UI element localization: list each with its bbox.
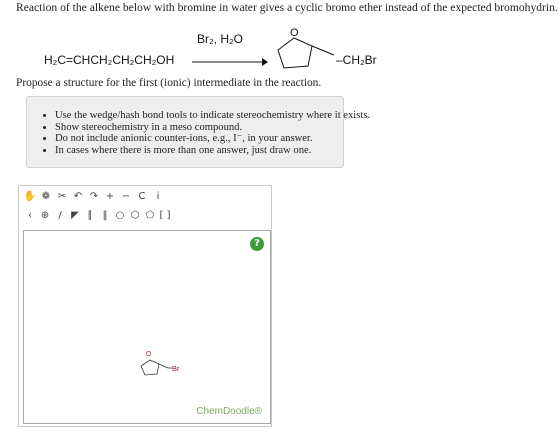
lasso-icon[interactable]: ❁: [41, 191, 51, 202]
toolbar-row-2: [19, 208, 271, 225]
hint-box: [26, 96, 371, 168]
product-ring: [272, 26, 342, 76]
product-substituent: –CH₂Br: [336, 53, 377, 67]
undo-icon[interactable]: ↶: [73, 191, 83, 202]
hint-item: • In cases where there is more than one answer, just draw one.: [55, 145, 370, 157]
hand-icon[interactable]: ✋: [23, 191, 37, 202]
help-button[interactable]: ?: [250, 237, 264, 251]
hint-item: • Do not include anionic counter-ions, e.g., I⁻, in your answer.: [55, 133, 370, 145]
question-intro: Reaction of the alkene below with bromine in water gives a cyclic bromo ether instead of the expected bromohydrin.: [16, 1, 558, 14]
molecule-br-label: Br: [172, 364, 180, 373]
propose-text: Propose a structure for the first (ionic) intermediate in the reaction.: [16, 77, 322, 89]
hint-item: • Use the wedge/hash bond tools to indicate stereochemistry where it exists.: [55, 110, 370, 122]
redo-icon[interactable]: ↷: [89, 191, 99, 202]
eraser-icon[interactable]: ✂: [57, 191, 67, 202]
chemdoodle-editor: [18, 185, 272, 427]
product-oxygen: O: [290, 27, 299, 39]
hint-list: [35, 110, 370, 156]
wedge-bond-icon[interactable]: ◤: [71, 210, 79, 221]
chemdoodle-logo: ChemDoodle®: [196, 406, 262, 417]
info-icon[interactable]: i: [156, 191, 160, 202]
clean-icon[interactable]: C: [138, 191, 146, 202]
reactant-formula: H₂C=CHCH₂CH₂CH₂OH: [44, 53, 175, 67]
zoom-in-icon[interactable]: +: [105, 191, 115, 202]
drawn-molecule[interactable]: [138, 355, 188, 385]
drawing-canvas[interactable]: [23, 230, 271, 424]
ring-5-icon[interactable]: ⬠: [145, 210, 155, 221]
bracket-icon[interactable]: [ ]: [159, 210, 171, 221]
zoom-out-icon[interactable]: −: [121, 191, 131, 202]
ring-6-icon[interactable]: ⬡: [130, 210, 140, 221]
charge-icon[interactable]: ⊕: [40, 210, 50, 221]
double-bond-icon[interactable]: ‖: [102, 210, 108, 221]
ring-3-icon[interactable]: ○: [115, 210, 125, 221]
hash-bond-icon[interactable]: ∥: [87, 210, 93, 221]
reaction-arrow: [190, 56, 270, 68]
toolbar-row-1: [19, 189, 271, 206]
molecule-oxygen-label: O: [146, 351, 152, 358]
chain-dropdown-icon[interactable]: ‹: [28, 210, 32, 221]
hint-item: • Show stereochemistry in a meso compound.: [55, 122, 370, 134]
single-bond-icon[interactable]: /: [58, 210, 62, 221]
reaction-scheme: [0, 18, 474, 78]
reagent-label: Br₂, H₂O: [197, 32, 243, 46]
